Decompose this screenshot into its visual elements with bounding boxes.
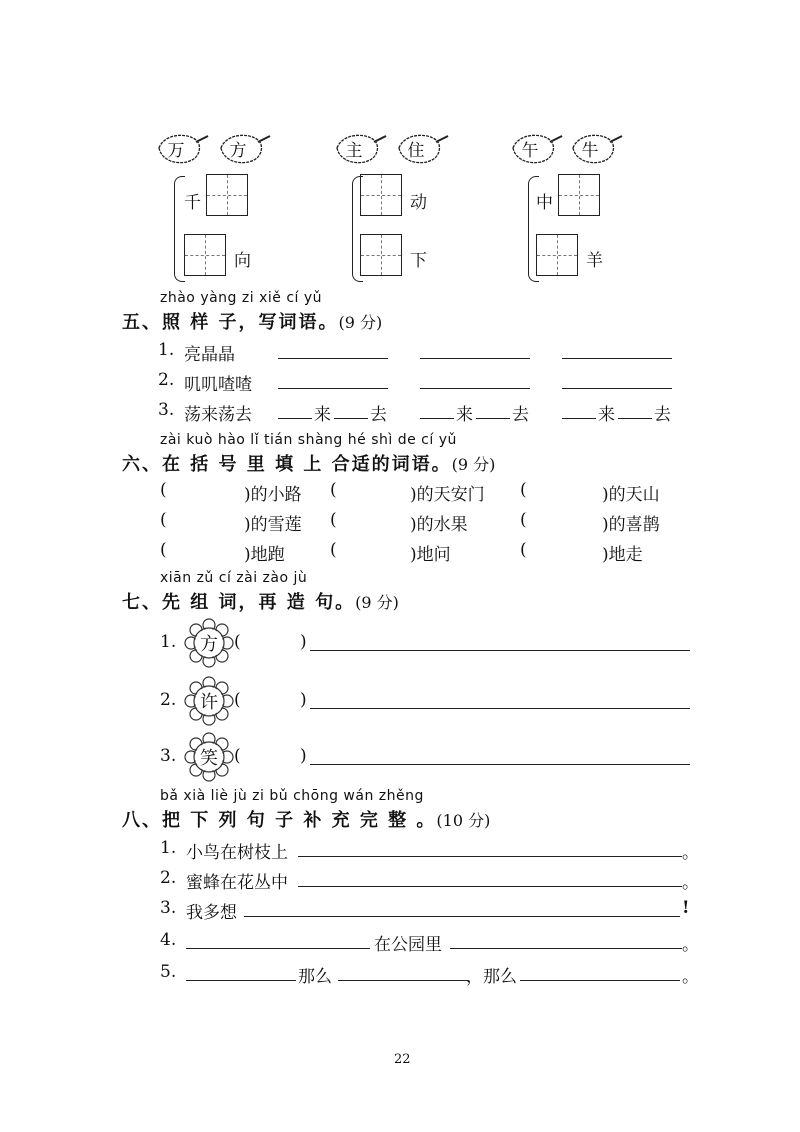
item-number: 2. xyxy=(160,868,177,888)
flower-char: 笑 xyxy=(200,748,218,769)
flower-icon xyxy=(184,732,234,782)
answer-line[interactable] xyxy=(420,418,454,419)
section-pinyin: zài kuò hào lǐ tián shàng hé shì de cí yǔ xyxy=(160,432,457,448)
open-paren: ( xyxy=(330,540,337,560)
answer-line[interactable] xyxy=(562,358,672,359)
tianzi-suffix: 下 xyxy=(410,251,427,271)
section-pinyin: xiān zǔ cí zài zào jù xyxy=(160,570,308,586)
tianzi-suffix: 羊 xyxy=(586,251,603,271)
section-title xyxy=(122,806,490,832)
sentence-line[interactable] xyxy=(244,916,680,917)
pattern-char: 来 xyxy=(456,405,473,425)
item-number: 3. xyxy=(158,400,175,420)
sentence-mid: ，那么 xyxy=(466,967,517,987)
answer-line[interactable] xyxy=(334,418,368,419)
leaf-icon xyxy=(156,130,202,164)
tianzi-prefix: 千 xyxy=(184,193,201,213)
open-paren: ( xyxy=(160,480,167,500)
sentence-line[interactable] xyxy=(298,886,682,887)
sentence-end: 。 xyxy=(682,873,699,893)
fill-phrase[interactable]: )地跑 xyxy=(244,545,285,565)
tianzi-box[interactable] xyxy=(360,174,402,216)
flower-icon xyxy=(184,618,234,668)
item-word: 亮晶晶 xyxy=(184,345,235,365)
answer-line[interactable] xyxy=(562,418,596,419)
leaf-char: 午 xyxy=(521,141,539,161)
leaf-icon xyxy=(570,130,616,164)
item-number: 2. xyxy=(158,370,175,390)
section-title xyxy=(122,450,495,476)
open-paren: ( xyxy=(520,540,527,560)
section-title-text: 七、先 组 词，再 造 句。 xyxy=(122,592,356,613)
leaf-char: 方 xyxy=(229,141,247,161)
sentence-line[interactable] xyxy=(310,764,690,765)
fill-phrase[interactable]: )的喜鹊 xyxy=(602,515,660,535)
leaf-char: 牛 xyxy=(581,141,599,161)
item-number: 4. xyxy=(160,930,177,950)
tianzi-box[interactable] xyxy=(558,174,600,216)
phrase-text: 地问 xyxy=(416,545,451,565)
item-number: 1. xyxy=(160,632,177,652)
item-number: 3. xyxy=(160,898,177,918)
section-title xyxy=(122,588,399,614)
phrase-text: 的喜鹊 xyxy=(608,515,660,535)
sentence-line[interactable] xyxy=(186,980,296,981)
answer-line[interactable] xyxy=(618,418,652,419)
item-number: 1. xyxy=(160,838,177,858)
sentence-line[interactable] xyxy=(520,980,680,981)
sentence-start: 小鸟在树枝上 xyxy=(186,843,288,863)
sentence-line[interactable] xyxy=(310,650,690,651)
phrase-text: 的天安门 xyxy=(416,485,485,505)
open-paren: ( xyxy=(160,510,167,530)
tianzi-box[interactable] xyxy=(360,234,402,276)
page-number: 22 xyxy=(394,1052,411,1067)
sentence-start: 蜜蜂在花丛中 xyxy=(186,873,288,893)
phrase-text: 地走 xyxy=(608,545,643,565)
answer-line[interactable] xyxy=(476,418,510,419)
fill-phrase[interactable]: )的天安门 xyxy=(410,485,485,505)
sentence-end: 。 xyxy=(682,967,699,987)
sentence-line[interactable] xyxy=(310,708,690,709)
phrase-text: 的水果 xyxy=(416,515,468,535)
tianzi-box[interactable] xyxy=(536,234,578,276)
answer-line[interactable] xyxy=(278,388,388,389)
flower-icon xyxy=(184,676,234,726)
sentence-mid: 那么 xyxy=(298,967,332,987)
close-paren: ) xyxy=(300,690,307,710)
tianzi-prefix: 中 xyxy=(536,193,553,213)
flower-char: 许 xyxy=(200,692,218,713)
item-word: 叽叽喳喳 xyxy=(184,375,252,395)
sentence-line[interactable] xyxy=(338,980,468,981)
fill-phrase[interactable]: )的天山 xyxy=(602,485,660,505)
pattern-char: 去 xyxy=(370,405,387,425)
pattern-char: 去 xyxy=(512,405,529,425)
fill-phrase[interactable]: )的水果 xyxy=(410,515,468,535)
item-number: 5. xyxy=(160,962,177,982)
section-title-text: 六、在 括 号 里 填 上 合适的词语。 xyxy=(122,454,452,475)
leaf-icon xyxy=(334,130,380,164)
pattern-char: 去 xyxy=(654,405,671,425)
phrase-text: 的雪莲 xyxy=(250,515,302,535)
sentence-end: ! xyxy=(682,898,690,918)
answer-line[interactable] xyxy=(420,358,530,359)
item-number: 3. xyxy=(160,746,177,766)
section-score: (10 分) xyxy=(436,811,491,830)
sentence-start: 我多想 xyxy=(186,903,237,923)
open-paren: ( xyxy=(330,480,337,500)
section-score: (9 分) xyxy=(451,455,496,474)
leaf-char: 住 xyxy=(407,141,425,161)
tianzi-box[interactable] xyxy=(184,234,226,276)
answer-line[interactable] xyxy=(420,388,530,389)
fill-phrase[interactable]: )地走 xyxy=(602,545,643,565)
pattern-char: 来 xyxy=(598,405,615,425)
open-paren: ( xyxy=(520,510,527,530)
close-paren: ) xyxy=(300,746,307,766)
section-title xyxy=(122,308,382,334)
item-word: 荡来荡去 xyxy=(184,405,252,425)
open-paren: ( xyxy=(330,510,337,530)
sentence-line[interactable] xyxy=(450,948,682,949)
leaf-icon xyxy=(510,130,556,164)
tianzi-suffix: 向 xyxy=(234,251,251,271)
item-number: 2. xyxy=(160,690,177,710)
open-paren: ( xyxy=(234,632,241,652)
sentence-line[interactable] xyxy=(298,856,682,857)
tianzi-suffix: 动 xyxy=(410,193,427,213)
answer-line[interactable] xyxy=(278,418,312,419)
close-paren: ) xyxy=(300,632,307,652)
leaf-icon xyxy=(218,130,264,164)
leaf-icon xyxy=(396,130,442,164)
sentence-end: 。 xyxy=(682,843,699,863)
section-title-text: 五、照 样 子，写词语。 xyxy=(122,312,339,333)
answer-line[interactable] xyxy=(562,388,672,389)
fill-phrase[interactable]: )的雪莲 xyxy=(244,515,302,535)
leaf-char: 主 xyxy=(345,141,363,161)
open-paren: ( xyxy=(160,540,167,560)
phrase-text: 的天山 xyxy=(608,485,660,505)
fill-phrase[interactable]: )地问 xyxy=(410,545,451,565)
section-pinyin: bǎ xià liè jù zi bǔ chōng wán zhěng xyxy=(160,788,424,804)
pattern-char: 来 xyxy=(314,405,331,425)
section-score: (9 分) xyxy=(338,313,383,332)
sentence-line[interactable] xyxy=(186,948,370,949)
fill-phrase[interactable]: )的小路 xyxy=(244,485,302,505)
open-paren: ( xyxy=(234,746,241,766)
sentence-mid: 在公园里 xyxy=(374,935,442,955)
answer-line[interactable] xyxy=(278,358,388,359)
item-number: 1. xyxy=(158,340,175,360)
open-paren: ( xyxy=(520,480,527,500)
flower-char: 方 xyxy=(200,634,218,655)
sentence-end: 。 xyxy=(682,935,699,955)
phrase-text: 地跑 xyxy=(250,545,285,565)
open-paren: ( xyxy=(234,690,241,710)
tianzi-box[interactable] xyxy=(206,174,248,216)
section-pinyin: zhào yàng zi xiě cí yǔ xyxy=(160,290,323,306)
section-title-text: 八、把 下 列 句 子 补 充 完 整 。 xyxy=(122,810,437,831)
phrase-text: 的小路 xyxy=(250,485,302,505)
leaf-char: 万 xyxy=(167,141,185,161)
section-score: (9 分) xyxy=(355,593,399,612)
